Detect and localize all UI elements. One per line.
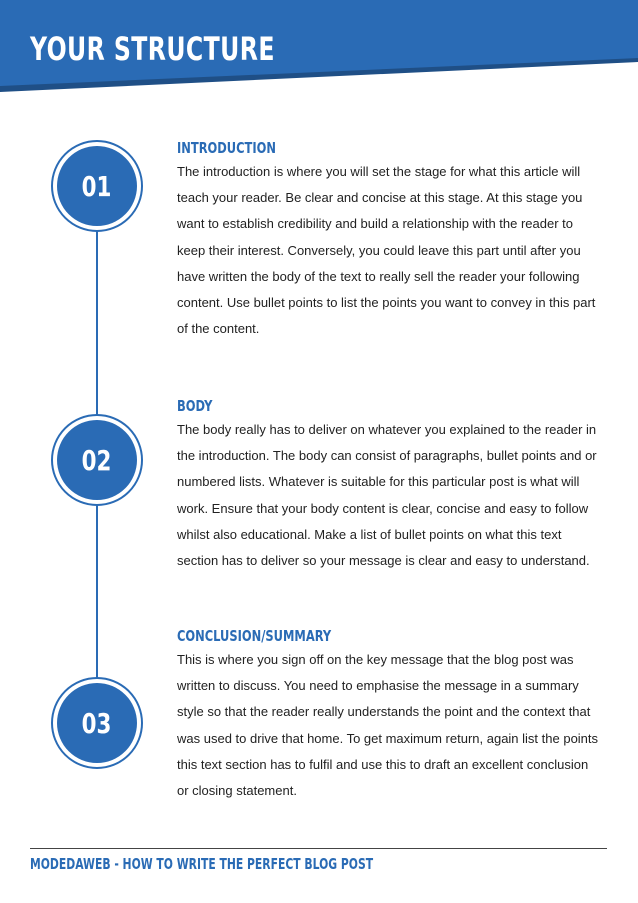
step-number: 02 [82, 443, 112, 477]
section-heading: CONCLUSION/SUMMARY [177, 627, 332, 645]
page-title: YOUR STRUCTURE [30, 30, 275, 68]
step-circle-01 [51, 140, 143, 232]
section-conclusion [177, 625, 602, 804]
step-circle-03 [51, 677, 143, 769]
footer-divider [30, 848, 607, 849]
section-body-text: The body really has to deliver on whatever you explained to the reader in the introduction. The body can consist of paragraphs, bullet points and or numbered lists. Whatever is suitable for this particular post is what will work. Ensure that your body content is clear, concise and easy to follow whilst also educational. Make a list of bullet points on what this text section has to deliver so your message is clear and easy to understand. [177, 422, 597, 569]
section-heading: BODY [177, 397, 213, 415]
footer-text: MODEDAWEB - HOW TO WRITE THE PERFECT BLOG POST [30, 855, 374, 873]
step-circle-02 [51, 414, 143, 506]
section-body: The introduction is where you will set the stage for what this article will teach your reader. Be clear and concise at this stage. At this stage you want to establish credibility and build a relationship with the reader to keep their interest. Conversely, you could leave this part until after you have written the body of the text to really sell the reader your following content. Use bullet points to list the points you want to convey in this part of the content. [177, 164, 596, 337]
section-body: This is where you sign off on the key message that the blog post was written to discuss. You need to emphasise the message in a summary style so that the reader really understands the point and the context that was used to drive that home. To get maximum return, again list the points this text section has to fulfil and use this to draft an excellent conclusion or closing statement. [177, 652, 599, 799]
step-number: 01 [82, 169, 112, 203]
section-body [177, 395, 602, 574]
step-number: 03 [82, 706, 112, 740]
section-introduction [177, 137, 602, 342]
section-heading: INTRODUCTION [177, 139, 276, 157]
